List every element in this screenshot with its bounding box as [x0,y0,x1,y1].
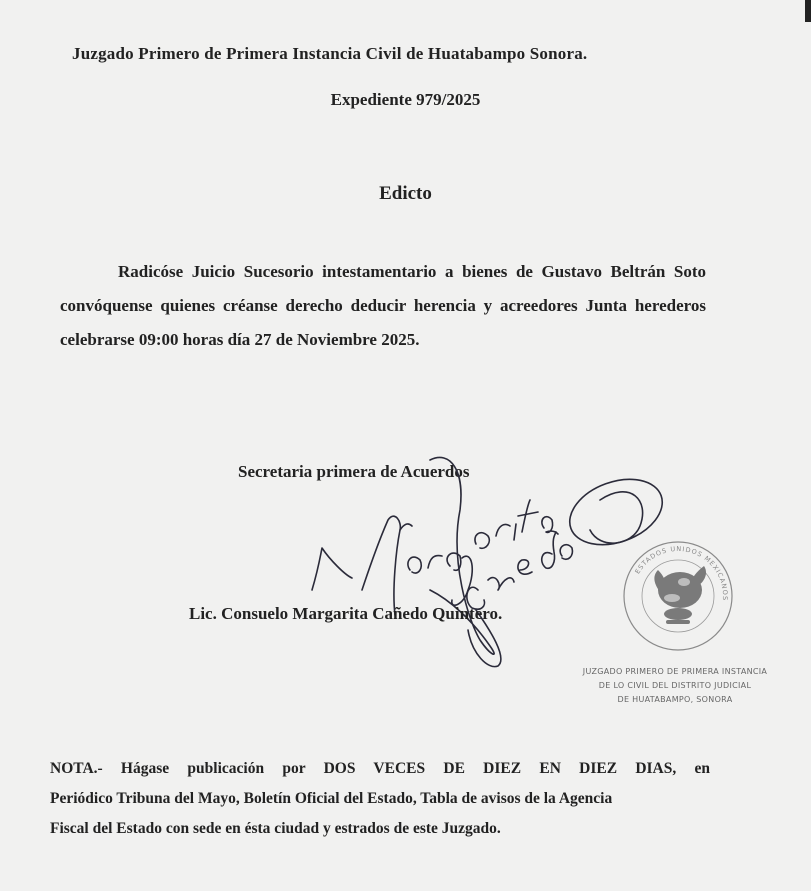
edict-body: Radicóse Juicio Sucesorio intestamentario a bienes de Gustavo Beltrán Soto convóquense quienes créanse derecho deducir herencia y acreedores Junta herederos celebrarse 09:00 horas día 27 de Noviembre 2025. [60,262,706,349]
note-line: NOTA.- Hágase publicación por DOS VECES DE DIEZ EN DIEZ DIAS, en [50,760,710,777]
signer-name: Lic. Consuelo Margarita Cañedo Quintero. [189,604,503,623]
seal-caption [555,665,795,707]
seal-ring-text: ESTADOS UNIDOS MEXICANOS [633,544,730,602]
seal-caption-line: JUZGADO PRIMERO DE PRIMERA INSTANCIA [582,667,768,676]
publication-note [50,754,710,844]
court-heading: Juzgado Primero de Primera Instancia Civil de Huatabampo Sonora. [72,44,588,63]
case-number: Expediente 979/2025 [330,90,481,109]
document-title: Edicto [379,183,432,204]
signature-role: Secretaria primera de Acuerdos [238,462,470,481]
page-edge-mark [805,0,811,22]
official-seal [622,540,734,652]
note-line: Periódico Tribuna del Mayo, Boletín Oficial del Estado, Tabla de avisos de la Agencia [50,790,613,807]
seal-caption-line: DE HUATABAMPO, SONORA [617,695,733,704]
seal-caption-line: DE LO CIVIL DEL DISTRITO JUDICIAL [598,681,752,690]
note-line: Fiscal del Estado con sede en ésta ciudad y estrados de este Juzgado. [50,820,501,837]
